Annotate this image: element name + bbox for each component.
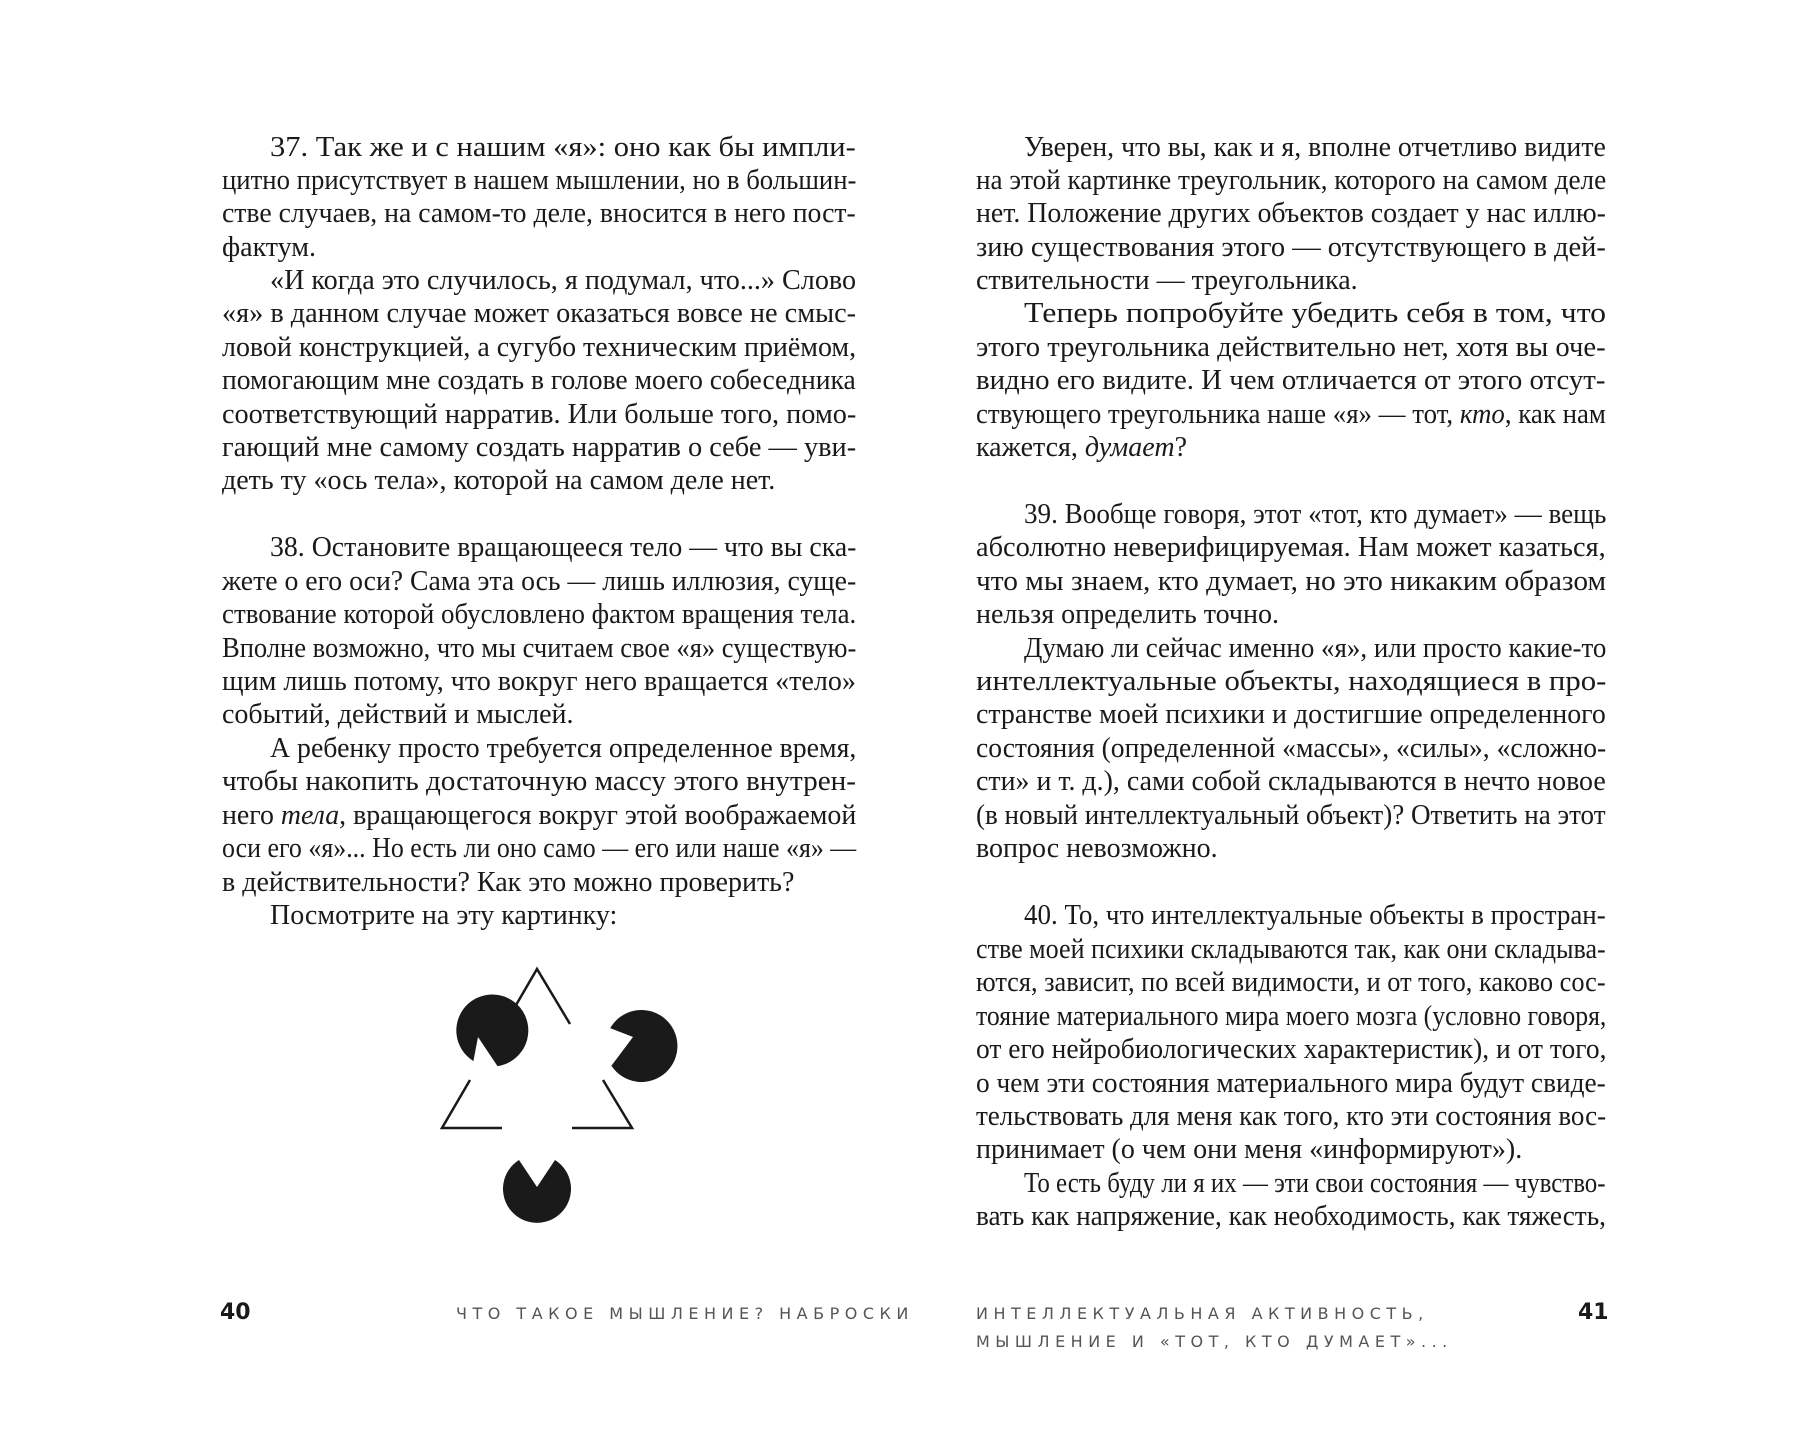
text-line: гающий мне самому создать нарратив о себе — уви- xyxy=(222,432,857,463)
text-line: интеллектуальные объекты, находящиеся в про- xyxy=(976,666,1607,697)
text-line: 40. То, что интеллектуальные объекты в простран- xyxy=(1024,900,1606,931)
text-line: этого треугольника действительно нет, хотя вы оче- xyxy=(976,332,1606,363)
text-line: стве моей психики складываются так, как они складыва- xyxy=(976,934,1606,965)
text-line: состояния (определенной «массы», «силы», «сложно- xyxy=(976,733,1607,764)
text-line: «И когда это случилось, я подумал, что...» Слово xyxy=(270,265,857,296)
emphasis: тела xyxy=(280,800,340,831)
text-line: о чем эти состояния материального мира будут свиде- xyxy=(976,1068,1606,1099)
outline-triangle-bottom-left xyxy=(442,1080,502,1128)
text-line: Вполне возможно, что мы считаем свое «я» существую- xyxy=(222,633,857,664)
text-line: оси его «я»... Но есть ли оно само — его или наше «я» — xyxy=(222,833,857,864)
text-line: 37. Так же и с нашим «я»: оно как бы импли- xyxy=(270,132,856,163)
page-number-left: 40 xyxy=(220,1300,251,1325)
text-line: тельствовать для меня как того, кто эти состояния вос- xyxy=(976,1101,1607,1132)
pacman-disc-top-left xyxy=(456,994,528,1066)
text-line: в действительности? Как это можно проверить? xyxy=(222,867,795,898)
text-line: соответствующий нарратив. Или больше того, помо- xyxy=(222,399,857,430)
text-line: сти» и т. д.), сами собой складываются в нечто новое xyxy=(976,766,1606,797)
pacman-disc-bottom xyxy=(503,1160,571,1223)
outline-triangle-bottom-right xyxy=(572,1080,632,1128)
text-line: Теперь попробуйте убедить себя в том, что xyxy=(1024,298,1607,329)
text-line: от его нейробиологических характеристик), и от того, xyxy=(976,1034,1607,1065)
text-line: 38. Остановите вращающееся тело — что вы ска- xyxy=(270,532,857,563)
right-page xyxy=(906,0,1813,1433)
text-line: ствование которой обусловлено фактом вращения тела. xyxy=(222,599,857,630)
text-line: видно его видите. И чем отличается от этого отсут- xyxy=(976,365,1606,396)
emphasis: кто xyxy=(1459,399,1505,430)
text-line: вать как напряжение, как необходимость, как тяжесть, xyxy=(976,1201,1606,1232)
text-line: ются, зависит, по всей видимости, и от того, каково сос- xyxy=(976,967,1606,998)
text-line: странстве моей психики и достигшие определенного xyxy=(976,699,1606,730)
text-line: нельзя определить точно. xyxy=(976,599,1279,630)
text-line: деть ту «ось тела», которой на самом деле нет. xyxy=(222,465,776,496)
text-line: помогающим мне создать в голове моего собеседника xyxy=(222,365,856,396)
text-line: ловой конструкцией, а сугубо техническим приёмом, xyxy=(222,332,857,363)
text-line: ствительности — треугольника. xyxy=(976,265,1358,296)
text-line: А ребенку просто требуется определенное время, xyxy=(270,733,857,764)
text-line: нет. Положение других объектов создает у нас иллю- xyxy=(976,198,1606,229)
text-line: него тела, вращающегося вокруг этой воображаемой xyxy=(222,800,857,831)
text-line: принимает (о чем они меня «информируют»). xyxy=(976,1134,1523,1165)
text-line: 39. Вообще говоря, этот «тот, кто думает» — вещь xyxy=(1024,499,1607,530)
text-line: Посмотрите на эту картинку: xyxy=(270,900,618,931)
text-line: чтобы накопить достаточную массу этого внутрен- xyxy=(222,766,857,797)
text-line: щим лишь потому, что вокруг него вращается «тело» xyxy=(222,666,856,697)
text-line: зию существования этого — отсутствующего в дей- xyxy=(976,232,1606,263)
text-line: фактум. xyxy=(222,232,317,263)
text-line: Думаю ли сейчас именно «я», или просто какие-то xyxy=(1024,633,1607,664)
text-line: Уверен, что вы, как и я, вполне отчетливо видите xyxy=(1024,132,1606,163)
text-line: жете о его оси? Сама эта ось — лишь иллюзия, суще- xyxy=(222,566,857,597)
running-head-left: ЧТО ТАКОЕ МЫШЛЕНИЕ? НАБРОСКИ xyxy=(456,1304,914,1323)
text-line: «я» в данном случае может оказаться вовсе не смыс- xyxy=(222,298,857,329)
text-line: ствующего треугольника наше «я» — тот, кто, как нам xyxy=(976,399,1606,430)
page-number-right: 41 xyxy=(1578,1300,1609,1325)
text-line: кажется, думает? xyxy=(976,432,1188,463)
text-line: То есть буду ли я их — эти свои состояния — чувство- xyxy=(1024,1168,1606,1199)
kanizsa-triangle-figure xyxy=(400,960,680,1240)
text-line: на этой картинке треугольник, которого на самом деле xyxy=(976,165,1607,196)
emphasis: думает xyxy=(1084,432,1175,463)
text-line: тояние материального мира моего мозга (условно говоря, xyxy=(976,1001,1607,1032)
pacman-disc-top-right xyxy=(610,1010,677,1082)
text-line: стве случаев, на самом-то деле, вносится в него пост- xyxy=(222,198,856,229)
text-line: (в новый интеллектуальный объект)? Ответить на этот xyxy=(976,800,1606,831)
text-line: цитно присутствует в нашем мышлении, но в большин- xyxy=(222,165,857,196)
text-line: что мы знаем, кто думает, но это никаким образом xyxy=(976,566,1607,597)
text-line: вопрос невозможно. xyxy=(976,833,1218,864)
running-head-right-line2: МЫШЛЕНИЕ И «ТОТ, КТО ДУМАЕТ»... xyxy=(976,1332,1453,1351)
text-line: событий, действий и мыслей. xyxy=(222,699,574,730)
running-head-right-line1: ИНТЕЛЛЕКТУАЛЬНАЯ АКТИВНОСТЬ, xyxy=(976,1304,1429,1323)
text-line: абсолютно неверифицируемая. Нам может казаться, xyxy=(976,532,1606,563)
